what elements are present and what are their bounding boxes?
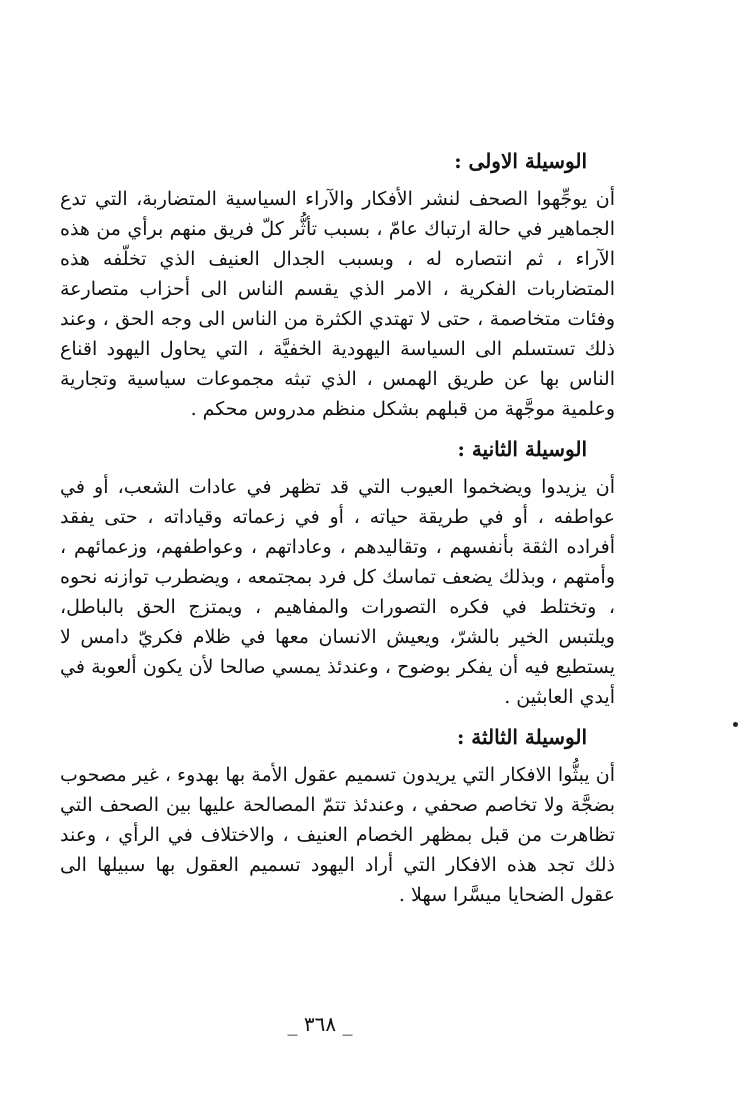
section-paragraph: أن يبثُّوا الافكار التي يريدون تسميم عقول الأمة بها بهدوء ، غير مصحوب بضجَّة ولا تخاصم صحفي ، وعندئذ تتمّ المصالحة عليها بين الصحف التي تظاهرت من قبل بمظهر الخصام العنيف ، والاختلاف في الرأي ، وعند ذلك تجد هذه الافكار التي أراد اليهود تسميم العقول بها سبيلها الى عقول الضحايا ميسَّرا سهلا .: [60, 764, 615, 906]
section-heading: الوسيلة الثانية :: [457, 437, 587, 461]
section-paragraph: أن يوجِّهوا الصحف لنشر الأفكار والآراء السياسية المتضاربة، التي تدع الجماهير في حالة ارتباك عامّ ، بسبب تأثُّر كلّ فريق منهم برأي من هذه الآراء ، ثم انتصاره له ، وبسبب الجدال العنيف الذي تخلّفه هذه المتضاربات الفكرية ، الامر الذي يقسم الناس الى أحزاب متصارعة وفئات متخاصمة ، حتى لا تهتدي الكثرة من الناس الى وجه الحق ، وعند ذلك تستسلم الى السياسة اليهودية الخفيَّة ، التي يحاول اليهود اقناع الناس بها عن طريق الهمس ، الذي تبثه مجموعات سياسية وتجارية وعلمية موجَّهة من قبلهم بشكل منظم مدروس محكم .: [60, 188, 615, 420]
section-2: [60, 432, 615, 712]
scan-dot: [733, 722, 738, 727]
page-body: [60, 140, 615, 918]
section-3: [60, 720, 615, 910]
section-heading: الوسيلة الثالثة :: [456, 725, 587, 749]
section-1: [60, 144, 615, 424]
page-number: _ ٣٦٨ _: [287, 1012, 353, 1036]
section-heading: الوسيلة الاولى :: [454, 149, 587, 173]
section-paragraph: أن يزيدوا ويضخموا العيوب التي قد تظهر في عادات الشعب، أو في عواطفه ، أو في طريقة حياته ، أو في زعماته وقياداته ، حتى يفقد أفراده الثقة بأنفسهم ، وتقاليدهم ، وعاداتهم ، وعواطفهم، وزعمائهم ، وأمتهم ، وبذلك يضعف تماسك كل فرد بمجتمعه ، ويضطرب توازنه نحوه ، وتختلط في فكره التصورات والمفاهيم ، ويمتزج الحق بالباطل، ويلتبس الخير بالشرّ، ويعيش الانسان معها في ظلام فكريّ دامس لا يستطيع فيه أن يفكر بوضوح ، وعندئذ يمسي صالحا لأن يكون ألعوبة في أيدي العابثين .: [60, 476, 615, 708]
